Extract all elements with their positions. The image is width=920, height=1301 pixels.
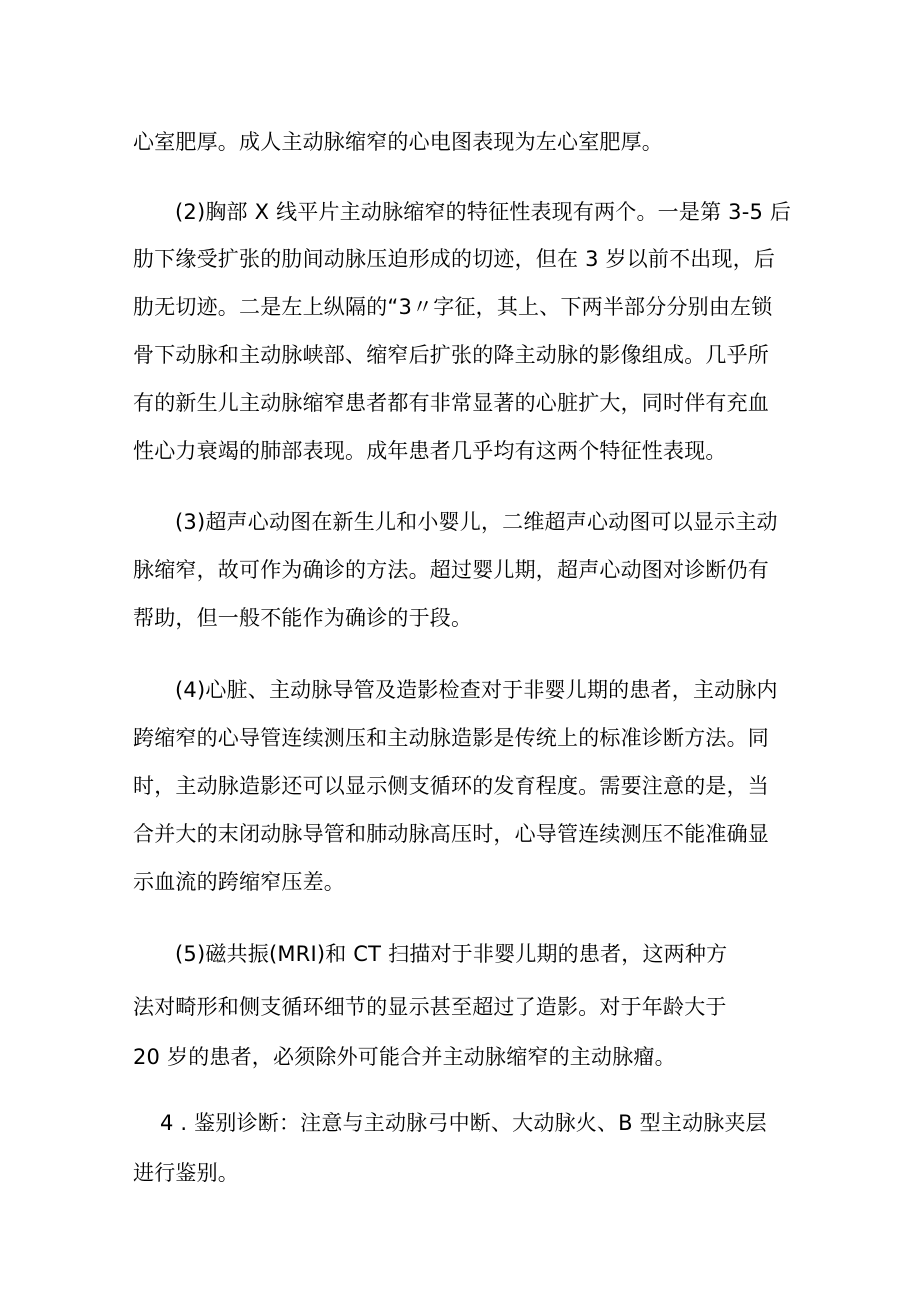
paragraph-4-line-4: 合并大的末闭动脉导管和肺动脉高压时，心导管连续测压不能准确显 xyxy=(133,822,769,846)
paragraph-2-line-2: 肋下缘受扩张的肋间动脉压迫形成的切迹，但在 3 岁以前不出现，后 xyxy=(133,247,776,271)
paragraph-4-line-2: 跨缩窄的心导管连续测压和主动脉造影是传统上的标准诊断方法。同 xyxy=(133,726,769,750)
paragraph-2-line-1: (2)胸部 X 线平片主动脉缩窄的特征性表现有两个。一是第 3-5 后 xyxy=(175,200,792,224)
paragraph-1-line-1: 心室肥厚。成人主动脉缩窄的心电图表现为左心室肥厚。 xyxy=(133,130,663,154)
paragraph-2-line-5: 有的新生儿主动脉缩窄患者都有非常显著的心脏扩大，同时伴有充血 xyxy=(133,391,769,415)
paragraph-3-line-1: (3)超声心动图在新生儿和小婴儿，二维超声心动图可以显示主动 xyxy=(175,510,778,534)
paragraph-4-line-1: (4)心脏、主动脉导管及造影检查对于非婴儿期的患者，主动脉内 xyxy=(175,678,778,702)
paragraph-2-line-4: 骨下动脉和主动脉峡部、缩窄后扩张的降主动脉的影像组成。几乎所 xyxy=(133,343,769,367)
paragraph-3-line-2: 脉缩窄，故可作为确诊的方法。超过婴儿期，超声心动图对诊断仍有 xyxy=(133,558,769,582)
paragraph-3-line-3: 帮助，但一般不能作为确诊的于段。 xyxy=(133,606,473,630)
paragraph-6-line-1: 4 . 鉴别诊断：注意与主动脉弓中断、大动脉火、B 型主动脉夹层 xyxy=(160,1111,767,1135)
paragraph-2-line-6: 性心力衰竭的肺部表现。成年患者几乎均有这两个特征性表现。 xyxy=(133,439,727,463)
paragraph-5-line-2: 法对畸形和侧支循环细节的显示甚至超过了造影。对于年龄大于 xyxy=(133,995,727,1019)
paragraph-6-line-2: 进行鉴别。 xyxy=(133,1161,239,1185)
paragraph-4-line-3: 时，主动脉造影还可以显示侧支循环的发育程度。需要注意的是，当 xyxy=(133,774,769,798)
paragraph-5-line-1: (5)磁共振(MRI)和 CT 扫描对于非婴儿期的患者，这两种方 xyxy=(175,942,728,966)
paragraph-4-line-5: 示血流的跨缩窄压差。 xyxy=(133,870,345,894)
paragraph-2-line-3: 肋无切迹。二是左上纵隔的“3〃字征，其上、下两半部分分别由左锁 xyxy=(133,295,773,319)
paragraph-5-line-3: 20 岁的患者，必须除外可能合并主动脉缩窄的主动脉瘤。 xyxy=(133,1045,676,1069)
